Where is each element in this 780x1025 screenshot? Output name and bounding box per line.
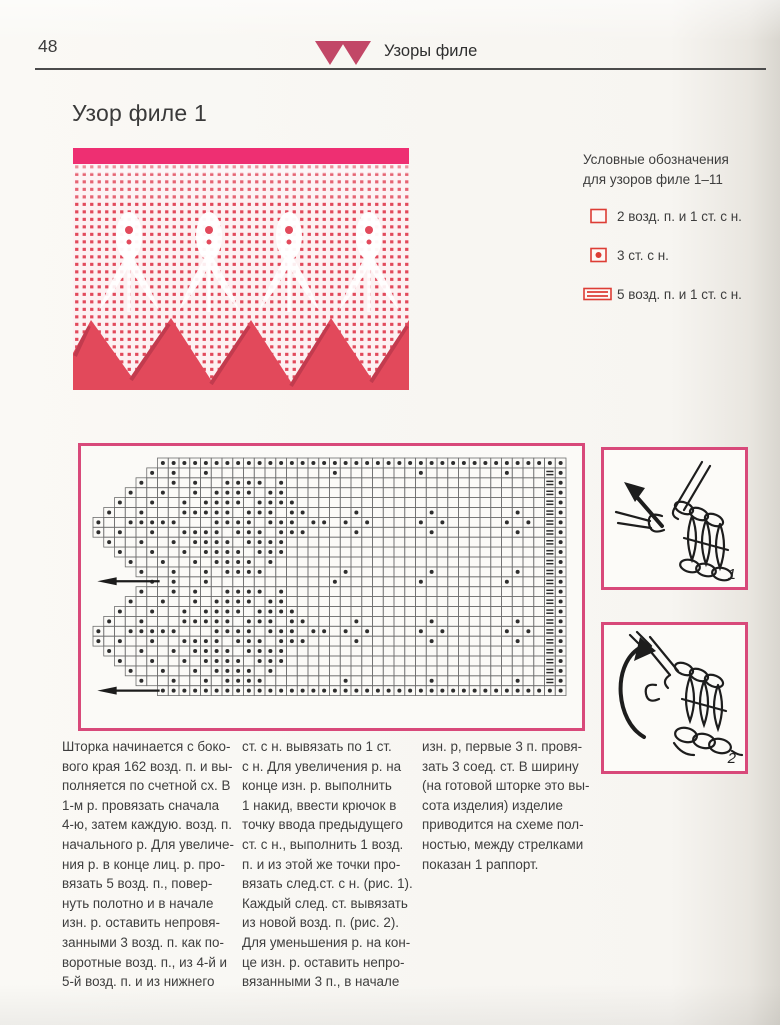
text-line: изн. р. оставить непровя-	[62, 915, 221, 931]
instructions-column-1	[62, 737, 238, 992]
photo-top-strip	[73, 148, 409, 164]
dot-square-icon	[583, 247, 617, 264]
text-line: ния р. в конце лиц. р. про-	[62, 856, 226, 872]
empty-square-icon	[583, 208, 617, 225]
page-number: 48	[38, 36, 58, 56]
figure-2-number: 2	[727, 750, 736, 767]
text-line: 5-й возд. п. и из нижнего	[62, 974, 215, 990]
figure-1-box	[601, 447, 748, 590]
instructions-column-3	[422, 737, 598, 874]
legend-item	[583, 208, 779, 225]
text-line: вого края 162 возд. п. и вы-	[62, 758, 233, 774]
instructions-column-2	[242, 737, 418, 992]
text-line: 1 накид, ввести крючок в	[242, 797, 397, 813]
text-line: вязать 5 возд. п., повер-	[62, 876, 213, 892]
figure-1-number: 1	[727, 566, 736, 583]
text-line: изн. р, первые 3 п. провя-	[422, 739, 583, 754]
filet-chart	[81, 446, 582, 728]
text-line: Для уменьшения р. на кон-	[242, 934, 411, 950]
text-line: Шторка начинается с боко-	[62, 739, 231, 754]
text-line: ностью, между стрелками	[422, 836, 584, 852]
legend-title-line1: Условные обозначения	[583, 152, 729, 167]
text-line: ст. с н., выполнить 1 возд.	[242, 836, 404, 852]
legend-item	[583, 247, 779, 264]
figure-2-box	[601, 622, 748, 774]
header-triangles-icon	[313, 40, 373, 67]
double-bar-square-icon	[583, 286, 617, 303]
text-line: (на готовой шторке это вы-	[422, 778, 590, 794]
legend-item	[583, 286, 779, 303]
text-line: п. и из этой же точки про-	[242, 856, 401, 872]
lace-dense-band-top	[73, 164, 409, 174]
text-line: занными 3 возд. п. как по-	[62, 934, 224, 950]
crochet-diagram-2-icon	[604, 625, 745, 766]
legend-items	[583, 208, 779, 303]
text-line: Каждый след. ст. вывязать	[242, 895, 408, 911]
legend-item-label: 5 возд. п. и 1 ст. с н.	[617, 287, 742, 302]
text-line: вязанными 3 п., в начале	[242, 974, 400, 990]
text-line: ст. с н. вывязать по 1 ст.	[242, 739, 392, 754]
text-line: с н. Для увеличения р. на	[242, 758, 402, 774]
crochet-diagram-1-icon	[604, 450, 745, 582]
text-line: показан 1 раппорт.	[422, 856, 539, 872]
text-line: приводится на схеме пол-	[422, 817, 584, 833]
text-line: из новой возд. п. (рис. 2).	[242, 915, 399, 931]
legend	[583, 150, 779, 325]
text-line: воротные возд. п., из 4-й и	[62, 954, 228, 970]
text-line: це изн. р. оставить непро-	[242, 954, 405, 970]
page-title: Узор филе 1	[72, 100, 207, 126]
text-line: зать 3 соед. ст. В ширину	[422, 758, 579, 774]
text-line: точку ввода предыдущего	[242, 817, 403, 833]
lace-sample-photo	[73, 148, 409, 390]
text-line: сота изделия) изделие	[422, 797, 563, 813]
text-line: 4-ю, затем каждую. возд. п.	[62, 817, 232, 833]
legend-title-line2: для узоров филе 1–11	[583, 172, 723, 187]
text-line: вязать след.ст. с н. (рис. 1).	[242, 876, 413, 892]
legend-item-label: 3 ст. с н.	[617, 248, 669, 263]
legend-item-label: 2 возд. п. и 1 ст. с н.	[617, 209, 742, 224]
filet-chart-box	[78, 443, 585, 731]
text-line: полняется по счетной сх. В	[62, 778, 231, 794]
arrow-up-left-icon	[624, 482, 645, 502]
text-line: начального р. Для увеличе-	[62, 836, 234, 852]
header-section-title: Узоры филе	[384, 42, 478, 60]
text-line: 1-м р. провязать сначала	[62, 797, 220, 813]
text-line: нуть полотно и в начале	[62, 895, 214, 911]
header-rule	[35, 68, 766, 70]
text-line: конце изн. р. выполнить	[242, 778, 392, 794]
